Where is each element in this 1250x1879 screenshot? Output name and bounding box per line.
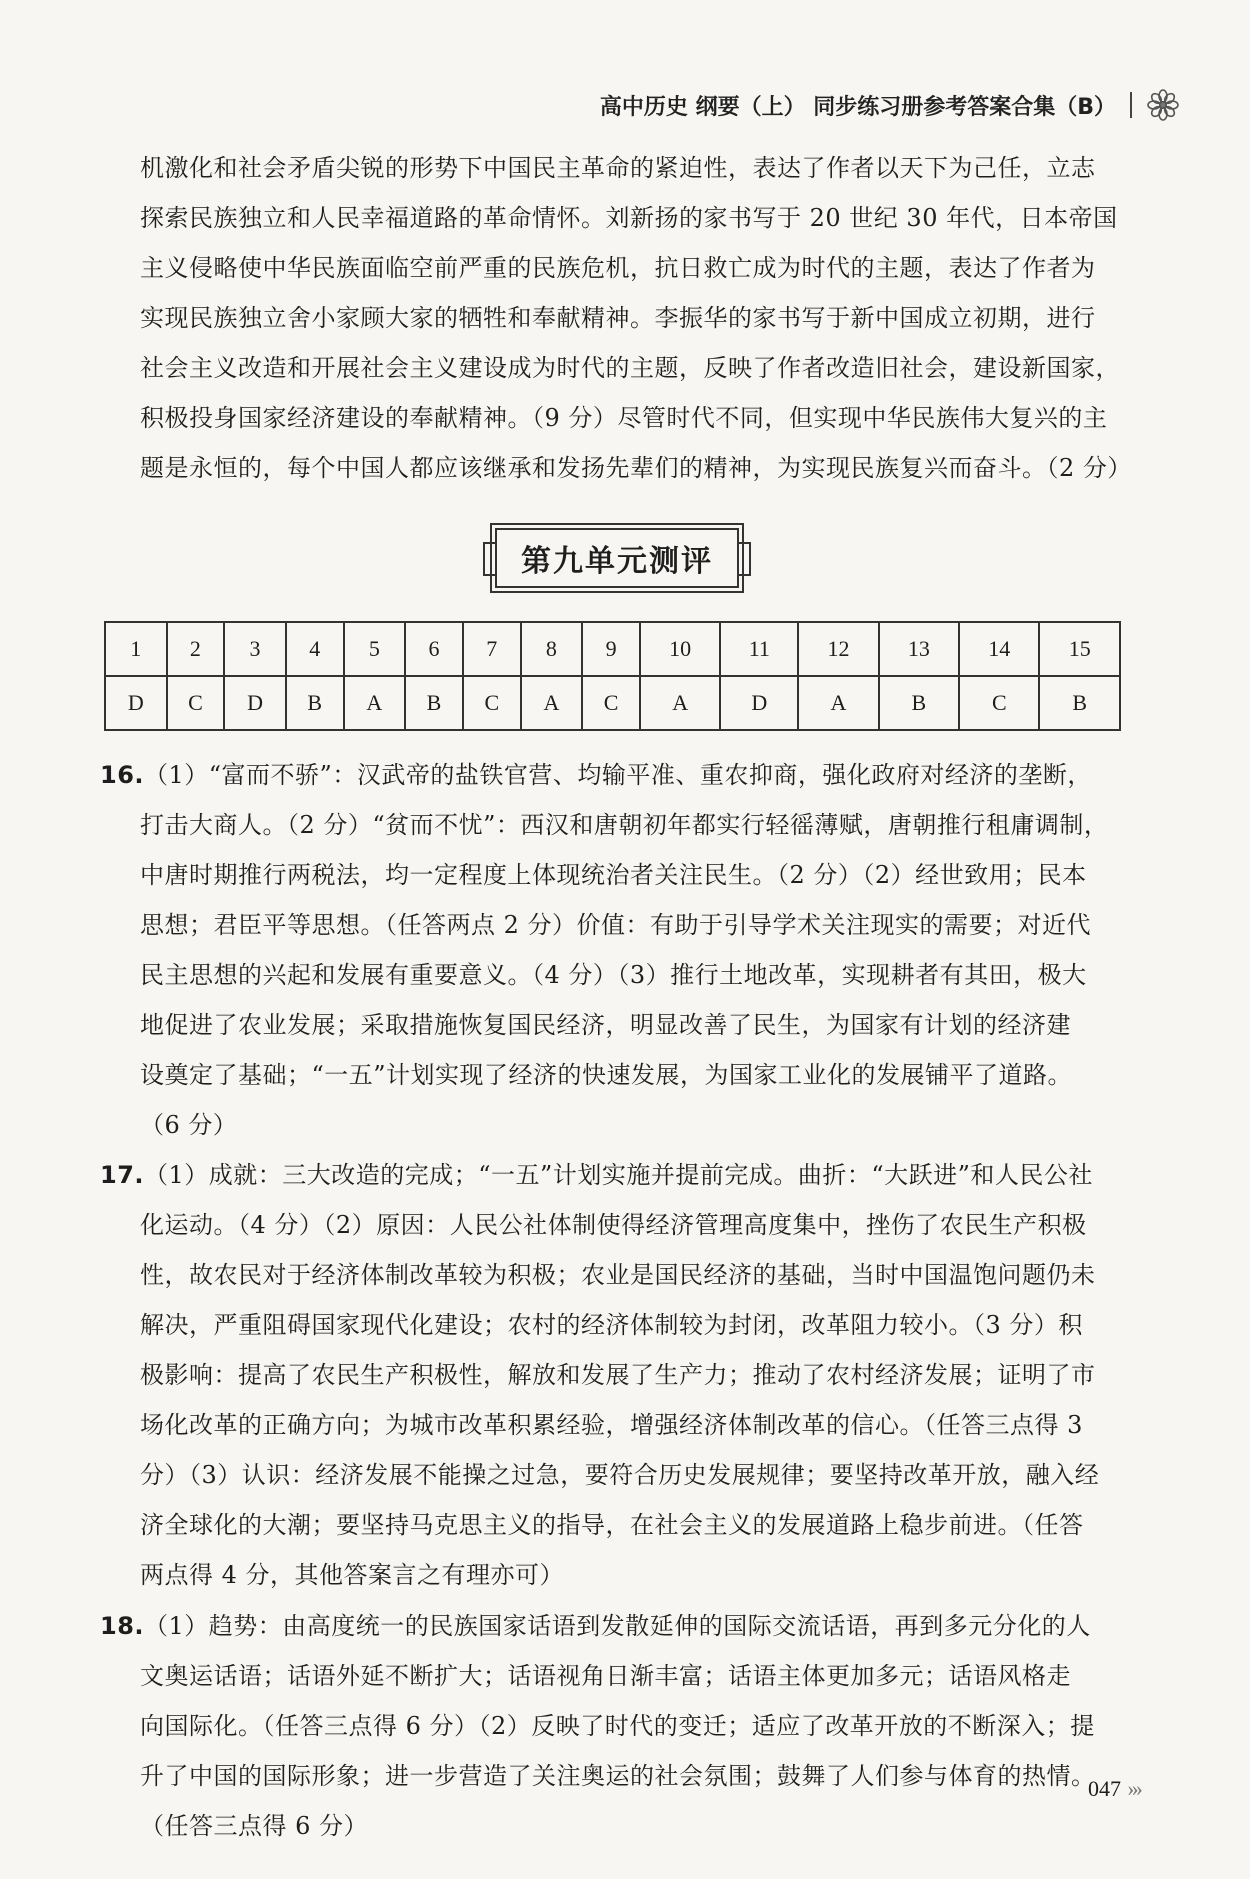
answer-cell: C <box>582 676 640 730</box>
question-16-answer <box>100 750 1120 1150</box>
question-number: 16. <box>100 761 145 789</box>
question-number-cell: 3 <box>224 622 286 676</box>
question-number-cell: 7 <box>463 622 521 676</box>
question-number-cell: 13 <box>879 622 959 676</box>
question-number: 17. <box>100 1161 145 1189</box>
line-text: （1）“富而不骄”：汉武帝的盐铁官营、均输平准、重农抑商，强化政府对经济的垄断， <box>144 761 1092 789</box>
text-line: 升了中国的国际形象；进一步营造了关注奥运的社会氛围；鼓舞了人们参与体育的热情。 <box>140 1762 1096 1790</box>
answer-row <box>105 676 1120 730</box>
text-line: 民主思想的兴起和发展有重要意义。（4 分）（3）推行土地改革，实现耕者有其田，极大 <box>140 961 1087 989</box>
line-text: （1）趋势：由高度统一的民族国家话语到发散延伸的国际交流话语，再到多元分化的人 <box>144 1612 1091 1640</box>
text-line: 场化改革的正确方向；为城市改革积累经验，增强经济体制改革的信心。（任答三点得 3 <box>140 1411 1083 1439</box>
question-number-cell: 15 <box>1039 622 1120 676</box>
question-number: 18. <box>100 1612 145 1640</box>
answer-cell: A <box>344 676 406 730</box>
text-line: 济全球化的大潮；要坚持马克思主义的指导，在社会主义的发展道路上稳步前进。（任答 <box>140 1511 1084 1539</box>
text-line: 解决，严重阻碍国家现代化建设；农村的经济体制较为封闭，改革阻力较小。（3 分）积 <box>140 1311 1083 1339</box>
answer-cell: A <box>798 676 878 730</box>
answer-cell: C <box>463 676 521 730</box>
text-line: 化运动。（4 分）（2）原因：人民公社体制使得经济管理高度集中，挫伤了农民生产积极 <box>140 1211 1087 1239</box>
question-number-cell: 5 <box>344 622 406 676</box>
page-number <box>1088 1776 1140 1802</box>
text-line: （6 分） <box>140 1111 238 1139</box>
text-line <box>100 750 1120 800</box>
text-line: 性，故农民对于经济体制改革较为积极；农业是国民经济的基础，当时中国温饱问题仍未 <box>140 1261 1096 1289</box>
text-line: 积极投身国家经济建设的奉献精神。（9 分）尽管时代不同，但实现中华民族伟大复兴的主 <box>140 404 1108 432</box>
question-number-cell: 8 <box>521 622 583 676</box>
answer-cell: B <box>286 676 344 730</box>
question-number-row <box>105 622 1120 676</box>
text-line: 探索民族独立和人民幸福道路的革命情怀。刘新扬的家书写于 20 世纪 30 年代，日本帝国 <box>140 204 1118 232</box>
answer-cell: D <box>105 676 167 730</box>
text-line: 打击大商人。（2 分）“贫而不忧”：西汉和唐朝初年都实行轻徭薄赋，唐朝推行租庸调制， <box>140 811 1109 839</box>
question-number-cell: 2 <box>167 622 225 676</box>
question-number-cell: 10 <box>640 622 720 676</box>
question-number-cell: 1 <box>105 622 167 676</box>
answer-cell: A <box>640 676 720 730</box>
text-line: 极影响：提高了农民生产积极性，解放和发展了生产力；推动了农村经济发展；证明了市 <box>140 1361 1096 1389</box>
header-title: 高中历史 纲要（上） 同步练习册参考答案合集（B） <box>599 94 1116 120</box>
title-bracket-left <box>483 542 495 576</box>
answer-cell: D <box>224 676 286 730</box>
text-line: 中唐时期推行两税法，均一定程度上体现统治者关注民生。（2 分）（2）经世致用；民本 <box>140 861 1087 889</box>
text-line: 机激化和社会矛盾尖锐的形势下中国民主革命的紧迫性，表达了作者以天下为己任，立志 <box>140 154 1096 182</box>
text-line: 地促进了农业发展；采取措施恢复国民经济，明显改善了民生，为国家有计划的经济建 <box>140 1011 1071 1039</box>
text-line <box>100 1601 1120 1651</box>
running-header <box>600 88 1180 122</box>
answer-cell: C <box>167 676 225 730</box>
header-divider <box>1130 92 1132 118</box>
text-line: 社会主义改造和开展社会主义建设成为时代的主题，反映了作者改造旧社会，建设新国家， <box>140 354 1120 382</box>
text-line: 题是永恒的，每个中国人都应该继承和发扬先辈们的精神，为实现民族复兴而奋斗。（2 分） <box>140 454 1132 482</box>
answer-cell: A <box>521 676 583 730</box>
question-18-answer <box>100 1601 1120 1851</box>
answer-cell: B <box>1039 676 1120 730</box>
text-line: 向国际化。（任答三点得 6 分）（2）反映了时代的变迁；适应了改革开放的不断深入；提 <box>140 1712 1095 1740</box>
question-17-answer <box>100 1150 1120 1600</box>
section-title <box>495 528 739 588</box>
question-number-cell: 14 <box>959 622 1039 676</box>
text-line: （任答三点得 6 分） <box>140 1812 369 1840</box>
text-line: 设奠定了基础；“一五”计划实现了经济的快速发展，为国家工业化的发展铺平了道路。 <box>140 1061 1073 1089</box>
question-number-cell: 4 <box>286 622 344 676</box>
text-line: 主义侵略使中华民族面临空前严重的民族危机，抗日救亡成为时代的主题，表达了作者为 <box>140 254 1096 282</box>
text-line: 文奥运话语；话语外延不断扩大；话语视角日渐丰富；话语主体更加多元；话语风格走 <box>140 1662 1071 1690</box>
answer-cell: D <box>720 676 798 730</box>
answer-cell: B <box>405 676 463 730</box>
intro-paragraph <box>140 143 1132 493</box>
flower-ornament-icon <box>1146 88 1180 122</box>
page-number-text: 047 <box>1088 1776 1122 1801</box>
section-title-text: 第九单元测评 <box>521 544 713 579</box>
question-number-cell: 11 <box>720 622 798 676</box>
question-number-cell: 9 <box>582 622 640 676</box>
text-line: 实现民族独立舍小家顾大家的牺牲和奉献精神。李振华的家书写于新中国成立初期，进行 <box>140 304 1096 332</box>
text-line: 思想；君臣平等思想。（任答两点 2 分）价值：有助于引导学术关注现实的需要；对近代 <box>140 911 1092 939</box>
text-line <box>100 1150 1120 1200</box>
title-bracket-right <box>739 542 751 576</box>
question-number-cell: 6 <box>405 622 463 676</box>
question-number-cell: 12 <box>798 622 878 676</box>
text-line: 分）（3）认识：经济发展不能操之过急，要符合历史发展规律；要坚持改革开放，融入经 <box>140 1461 1100 1489</box>
line-text: （1）成就：三大改造的完成；“一五”计划实施并提前完成。曲折：“大跃进”和人民公社 <box>144 1161 1093 1189</box>
page-arrows-icon: ››› <box>1127 1776 1140 1801</box>
answer-cell: B <box>879 676 959 730</box>
answer-cell: C <box>959 676 1039 730</box>
answer-table <box>104 621 1121 731</box>
text-line: 两点得 4 分，其他答案言之有理亦可） <box>140 1561 565 1589</box>
